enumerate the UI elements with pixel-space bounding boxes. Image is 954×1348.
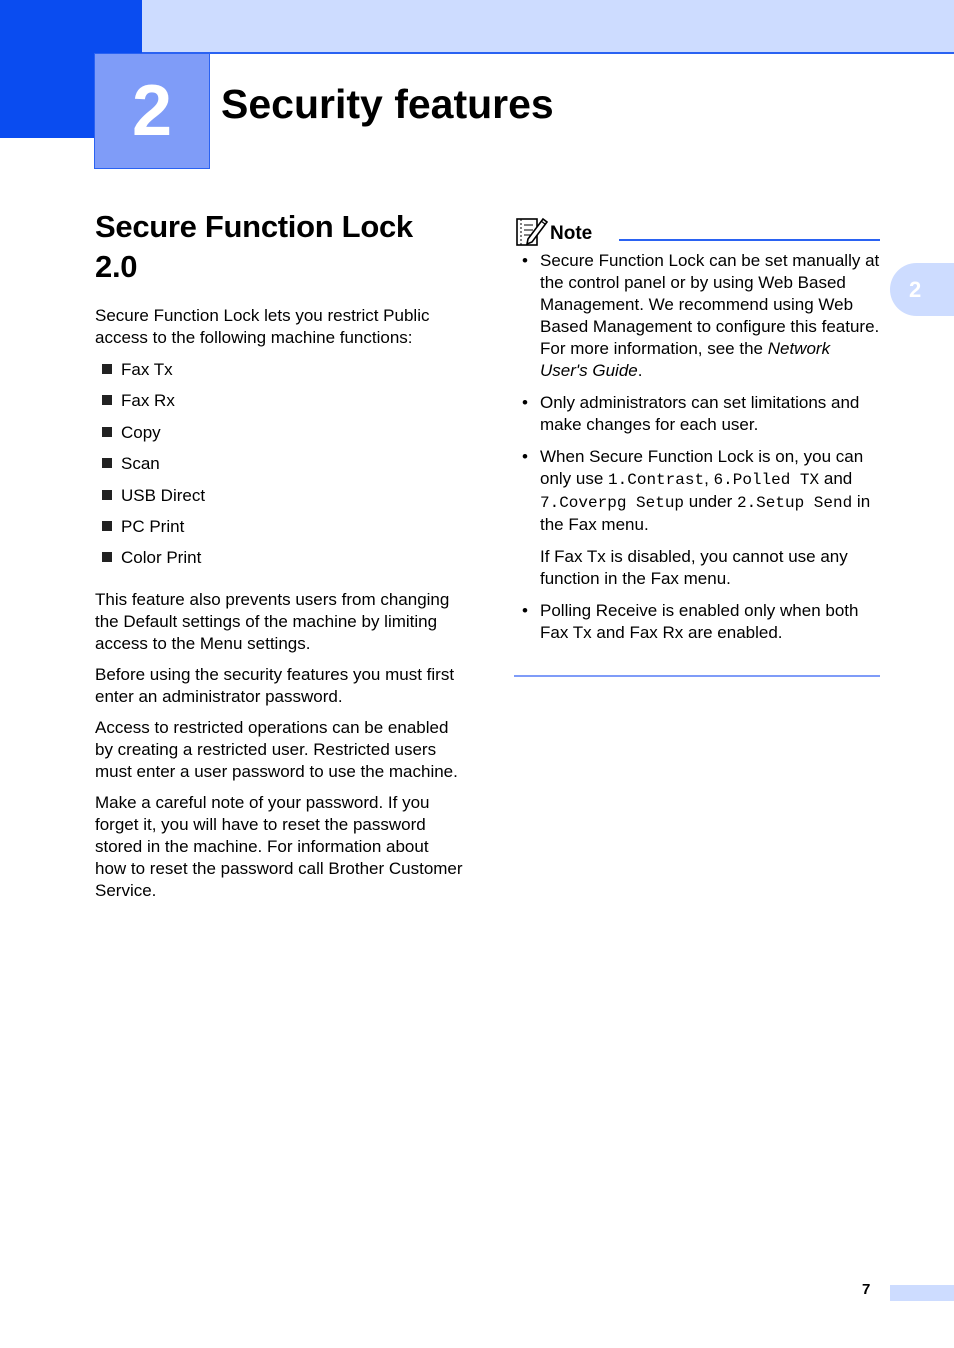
square-bullet-icon bbox=[102, 458, 112, 468]
note-text: Only administrators can set limitations and make changes for each user. bbox=[540, 393, 860, 434]
note-header bbox=[514, 214, 880, 250]
body-paragraph: Access to restricted operations can be enabled by creating a restricted user. Restricted users must enter a user password to use the machine. bbox=[95, 717, 458, 781]
note-text: , bbox=[704, 469, 714, 488]
body-paragraph: This feature also prevents users from changing the Default settings of the machine by limiting access to the Menu settings. bbox=[95, 589, 450, 653]
chapter-number: 2 bbox=[94, 53, 210, 169]
side-tab-number: 2 bbox=[909, 276, 922, 302]
list-item bbox=[95, 390, 463, 421]
body-paragraph: Before using the security features you must first enter an administrator password. bbox=[95, 664, 455, 706]
chapter-title: Security features bbox=[221, 81, 554, 127]
function-list bbox=[95, 359, 463, 579]
note-item bbox=[514, 600, 880, 644]
note-text: When Secure Function Lock is on, you can only use bbox=[540, 447, 864, 488]
bullet-icon: • bbox=[522, 601, 528, 620]
note-text: . bbox=[637, 361, 643, 380]
list-item-label: Copy bbox=[121, 422, 161, 442]
list-item bbox=[95, 485, 463, 516]
body-paragraph: Make a careful note of your password. If you forget it, you will have to reset the password stored in the machine. For information about how to reset the password call Brother Customer Service. bbox=[95, 792, 463, 900]
list-item bbox=[95, 547, 463, 578]
note-bottom-rule bbox=[514, 675, 880, 677]
note-box bbox=[514, 214, 880, 654]
note-text: and bbox=[819, 469, 853, 488]
bullet-icon: • bbox=[522, 251, 528, 270]
list-item-label: Scan bbox=[121, 454, 160, 474]
intro-paragraph: Secure Function Lock lets you restrict Public access to the following machine functions: bbox=[95, 306, 430, 347]
list-item-label: USB Direct bbox=[121, 485, 206, 505]
note-subparagraph: If Fax Tx is disabled, you cannot use any function in the Fax menu. bbox=[540, 547, 848, 588]
menu-code: 2.Setup Send bbox=[736, 494, 853, 512]
note-text: Polling Receive is enabled only when both Fax Tx and Fax Rx are enabled. bbox=[540, 601, 859, 642]
section-title: Secure Function Lock 2.0 bbox=[95, 209, 413, 284]
footer-bar bbox=[890, 1285, 954, 1301]
list-item-label: PC Print bbox=[121, 516, 185, 536]
list-item bbox=[95, 516, 463, 547]
note-pencil-icon bbox=[514, 214, 548, 248]
list-item-label: Fax Rx bbox=[121, 391, 175, 411]
bullet-icon: • bbox=[522, 393, 528, 412]
guide-reference: Network User's Guide bbox=[540, 339, 831, 380]
note-text: under bbox=[684, 492, 737, 511]
bullet-icon: • bbox=[522, 447, 528, 466]
chapter-side-tab bbox=[890, 263, 954, 316]
note-text: Secure Function Lock can be set manually at the control panel or by using Web Based Management. We recommend using Web Based Management to configure this feature. For more information, see the bbox=[540, 251, 880, 358]
note-item bbox=[514, 446, 880, 590]
square-bullet-icon bbox=[102, 521, 112, 531]
menu-code: 7.Coverpg Setup bbox=[540, 494, 685, 512]
note-list bbox=[514, 250, 880, 644]
note-divider bbox=[619, 239, 880, 241]
square-bullet-icon bbox=[102, 395, 112, 405]
list-item-label: Fax Tx bbox=[121, 360, 173, 379]
note-label: Note bbox=[550, 223, 593, 244]
main-column bbox=[95, 207, 463, 911]
square-bullet-icon bbox=[102, 364, 112, 374]
square-bullet-icon bbox=[102, 552, 112, 562]
list-item bbox=[95, 422, 463, 453]
list-item bbox=[95, 453, 463, 484]
header-band bbox=[142, 0, 954, 54]
square-bullet-icon bbox=[102, 427, 112, 437]
note-text: in the Fax menu. bbox=[540, 492, 871, 534]
square-bullet-icon bbox=[102, 490, 112, 500]
note-item bbox=[514, 392, 880, 436]
list-item-label: Color Print bbox=[121, 548, 202, 568]
list-item bbox=[95, 359, 463, 390]
page-number: 7 bbox=[862, 1281, 871, 1298]
menu-code: 6.Polled TX bbox=[713, 471, 820, 489]
note-item bbox=[514, 250, 880, 382]
menu-code: 1.Contrast bbox=[608, 471, 705, 489]
